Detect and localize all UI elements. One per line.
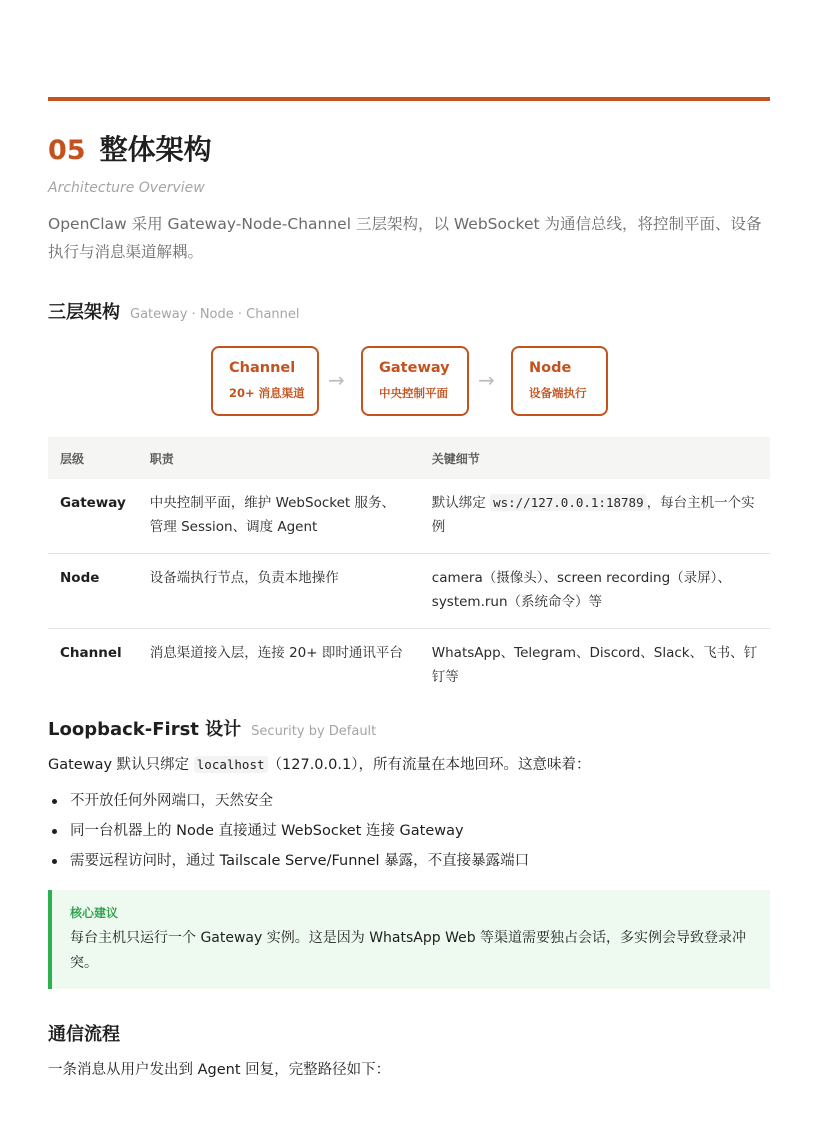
intro-paragraph: OpenClaw 采用 Gateway-Node-Channel 三层架构，以 WebSocket 为通信总线，将控制平面、设备执行与消息渠道解耦。 <box>48 215 762 261</box>
flow-box-channel <box>211 346 319 416</box>
flow-box-desc: 设备端执行 <box>529 386 587 400</box>
detail-text: ，每台主机一个实例 <box>431 495 755 535</box>
section-number: 05 <box>48 135 86 166</box>
arrow-right-icon: → <box>478 368 495 392</box>
architecture-table <box>48 437 770 703</box>
para-text: Gateway 默认只绑定 <box>48 757 194 773</box>
top-rule <box>48 97 770 101</box>
arrow-right-icon: → <box>328 368 345 392</box>
core-advice-callout <box>48 890 770 989</box>
section-title-text: 整体架构 <box>99 133 212 166</box>
flow-box-desc: 中央控制平面 <box>379 386 448 400</box>
section-title <box>48 128 212 168</box>
comm-flow-paragraph: 一条消息从用户发出到 Agent 回复，完整路径如下： <box>48 1062 391 1078</box>
detail-code: ws://127.0.0.1:18789 <box>490 494 647 511</box>
callout-title: 核心建议 <box>70 906 119 920</box>
section-subtitle: Architecture Overview <box>48 180 205 196</box>
para-text: （127.0.0.1），所有流量在本地回环。这意味着： <box>267 757 591 773</box>
table-cell-duty: 消息渠道接入层，连接 20+ 即时通讯平台 <box>149 645 403 661</box>
table-header-level: 层级 <box>48 437 138 479</box>
loopback-paragraph <box>48 753 590 777</box>
loopback-heading-text: Loopback-First 设计 <box>48 719 242 740</box>
comm-flow-heading-text: 通信流程 <box>48 1024 120 1045</box>
three-layer-subheading: Gateway · Node · Channel <box>130 307 300 322</box>
table-row <box>48 629 770 704</box>
table-cell-level: Gateway <box>48 479 138 554</box>
three-layer-heading <box>48 298 300 324</box>
table-header-row <box>48 437 770 479</box>
table-cell-detail: camera（摄像头）、screen recording（录屏）、system.run（系统命令）等 <box>420 554 770 629</box>
table-cell-detail: WhatsApp、Telegram、Discord、Slack、飞书、钉钉等 <box>431 645 758 685</box>
flow-box-name: Node <box>529 360 572 376</box>
table-cell-duty: 中央控制平面，维护 WebSocket 服务、管理 Session、调度 Agent <box>138 479 420 554</box>
table-cell-level: Node <box>48 554 138 629</box>
table-cell-level: Channel <box>60 645 122 661</box>
flow-box-desc: 20+ 消息渠道 <box>229 386 305 400</box>
list-item: 需要远程访问时，通过 Tailscale Serve/Funnel 暴露，不直接暴露端口 <box>48 849 529 879</box>
table-cell-detail <box>420 479 770 554</box>
three-layer-heading-text: 三层架构 <box>48 302 120 323</box>
table-row <box>48 479 770 554</box>
loopback-heading <box>48 715 376 741</box>
loopback-bullet-list <box>48 789 529 879</box>
table-header-detail: 关键细节 <box>420 437 770 479</box>
list-item: 不开放任何外网端口，天然安全 <box>48 789 529 819</box>
flow-box-name: Channel <box>229 360 296 376</box>
table-cell-duty: 设备端执行节点，负责本地操作 <box>138 554 420 629</box>
localhost-code: localhost <box>194 756 268 773</box>
comm-flow-heading <box>48 1020 120 1046</box>
callout-body: 每台主机只运行一个 Gateway 实例。这是因为 WhatsApp Web 等渠道需要独占会话，多实例会导致登录冲突。 <box>70 930 747 971</box>
flow-box-node <box>511 346 608 416</box>
loopback-subheading: Security by Default <box>251 724 377 739</box>
flow-box-name: Gateway <box>379 360 450 376</box>
flow-box-gateway <box>361 346 469 416</box>
list-item: 同一台机器上的 Node 直接通过 WebSocket 连接 Gateway <box>48 819 529 849</box>
architecture-flow <box>0 346 816 416</box>
table-header-duty: 职责 <box>138 437 420 479</box>
table-row <box>48 554 770 629</box>
detail-text: 默认绑定 <box>431 495 491 511</box>
